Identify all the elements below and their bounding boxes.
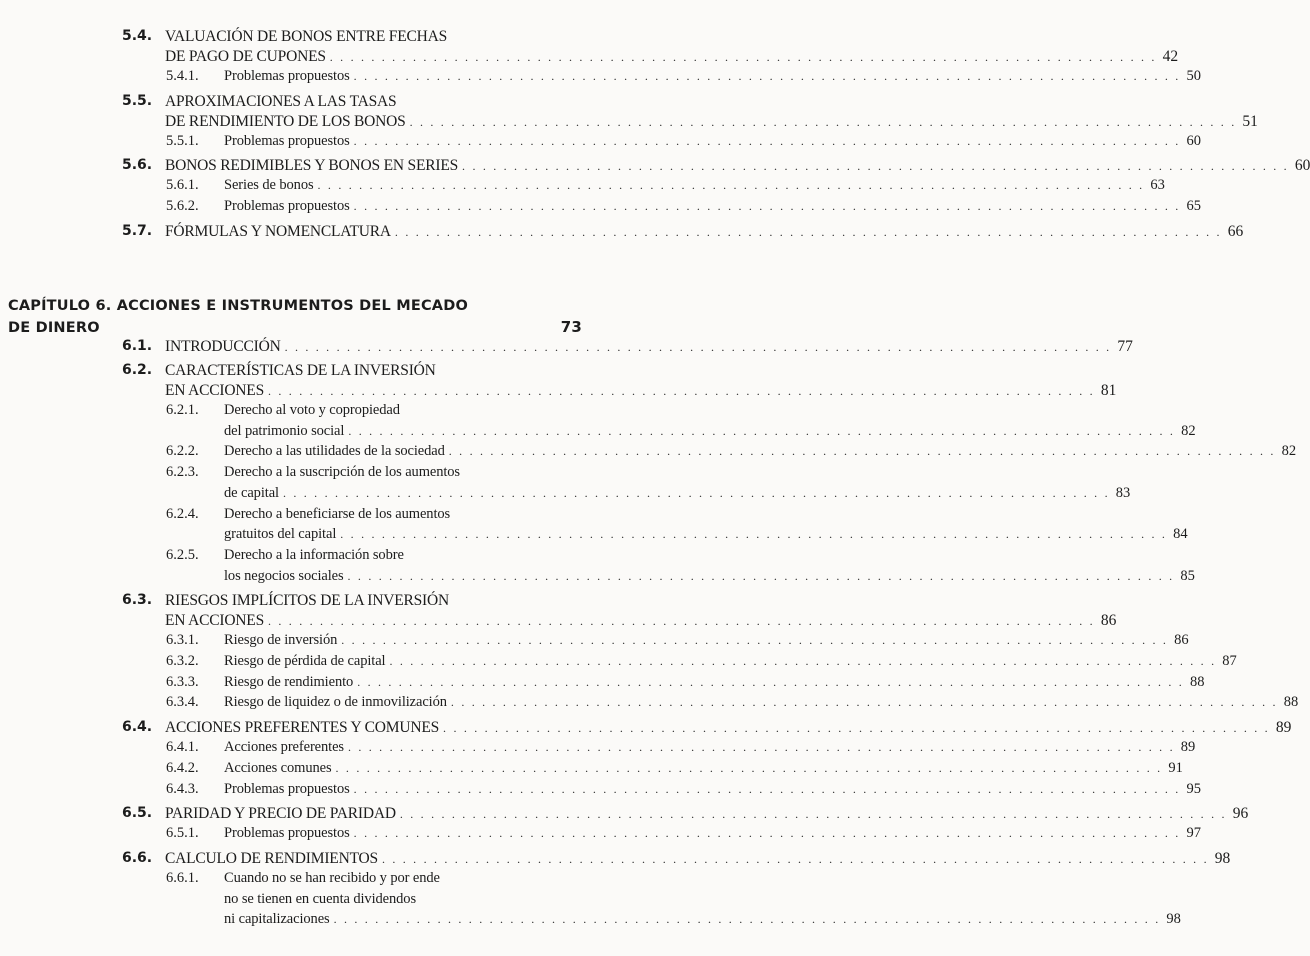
section-number: 5.5.: [122, 92, 153, 109]
section-line[interactable]: [122, 92, 582, 111]
subsection-number: 6.3.4.: [166, 694, 199, 711]
dot-leader: . . . . . . . . . . . . . . . . . . . . . . . . . . . . . . . . . . . . . . . . . . . . . . . . . . . . . . . . . . . . . . . . . . . . . . . . . . . . . . . .: [353, 69, 1181, 83]
subsection-number: 6.2.5.: [166, 546, 199, 563]
subsection-number: 6.4.3.: [166, 780, 199, 797]
subsection-line[interactable]: [166, 132, 1201, 150]
subsection-line[interactable]: [166, 694, 1299, 711]
subsection-line[interactable]: [166, 198, 1201, 215]
subsection-title: Problemas propuestos: [224, 780, 350, 797]
section-title: ACCIONES PREFERENTES Y COMUNES: [165, 719, 440, 737]
page-number: 51: [1242, 112, 1258, 130]
chapter-title: CAPÍTULO 6. ACCIONES E INSTRUMENTOS DEL MECADO: [8, 298, 468, 314]
section-line[interactable]: [122, 222, 1244, 241]
dot-leader: . . . . . . . . . . . . . . . . . . . . . . . . . . . . . . . . . . . . . . . . . . . . . . . . . . . . . . . . . . . . . . . . . . . . . . . . . . . . . . . .: [335, 760, 1163, 775]
section-title: APROXIMACIONES A LAS TASAS: [165, 92, 397, 110]
dot-leader: . . . . . . . . . . . . . . . . . . . . . . . . . . . . . . . . . . . . . . . . . . . . . . . . . . . . . . . . . . . . . . . . . . . . . . . . . . . . . . . .: [357, 674, 1184, 689]
subsection-number: 6.2.2.: [166, 443, 199, 460]
subsection-line[interactable]: [166, 402, 582, 419]
subsection-number: 5.6.1.: [166, 177, 199, 194]
subsection-line[interactable]: [224, 422, 1196, 440]
section-line[interactable]: [165, 382, 1117, 400]
section-title: FÓRMULAS Y NOMENCLATURA: [165, 222, 391, 240]
dot-leader: . . . . . . . . . . . . . . . . . . . . . . . . . . . . . . . . . . . . . . . . . . . . . . . . . . . . . . . . . . . . . . . . . . . . . . . . . . . . . . . .: [448, 444, 1276, 459]
subsection-number: 5.6.2.: [166, 198, 199, 215]
subsection-number: 6.3.1.: [166, 632, 199, 649]
subsection-title: Riesgo de liquidez o de inmovilización: [224, 694, 447, 711]
subsection-title: Cuando no se han recibido y por ende: [224, 869, 440, 886]
page-number: 98: [1166, 911, 1181, 928]
page-number: 89: [1275, 719, 1292, 737]
page-number: 81: [1100, 382, 1117, 399]
subsection-title: Problemas propuestos: [224, 132, 350, 149]
dot-leader: . . . . . . . . . . . . . . . . . . . . . . . . . . . . . . . . . . . . . . . . . . . . . . . . . . . . . . . . . . . . . . . . . . . . . . . . . . . . . . . .: [333, 912, 1161, 927]
section-title: DE RENDIMIENTO DE LOS BONOS: [165, 112, 406, 130]
dot-leader: . . . . . . . . . . . . . . . . . . . . . . . . . . . . . . . . . . . . . . . . . . . . . . . . . . . . . . . . . . . . . . . . . . . . . . . . . . . . . . . .: [268, 614, 1095, 629]
chapter-heading-line[interactable]: [8, 318, 582, 336]
section-line[interactable]: [122, 157, 1310, 175]
subsection-title: Problemas propuestos: [224, 68, 350, 84]
dot-leader: . . . . . . . . . . . . . . . . . . . . . . . . . . . . . . . . . . . . . . . . . . . . . . . . . . . . . . . . . . . . . . . . . . . . . . . . . . . . . . . .: [268, 384, 1095, 398]
subsection-number: 6.3.2.: [166, 653, 199, 669]
section-line[interactable]: [165, 48, 1179, 66]
dot-leader: . . . . . . . . . . . . . . . . . . . . . . . . . . . . . . . . . . . . . . . . . . . . . . . . . . . . . . . . . . . . . . . . . . . . . . . . . . . . . . . .: [462, 159, 1289, 174]
subsection-line[interactable]: [166, 443, 1297, 460]
section-line[interactable]: [165, 612, 1117, 630]
dot-leader: . . . . . . . . . . . . . . . . . . . . . . . . . . . . . . . . . . . . . . . . . . . . . . . . . . . . . . . . . . . . . . . . . . . . . . . . . . . . . . . .: [389, 654, 1217, 668]
section-number: 6.5.: [122, 805, 153, 822]
page-number: 65: [1186, 198, 1201, 215]
page-number: 63: [1150, 177, 1165, 194]
section-line[interactable]: [122, 805, 1249, 823]
subsection-title: del patrimonio social: [224, 422, 345, 439]
subsection-title: de capital: [224, 484, 279, 501]
section-title: EN ACCIONES: [165, 612, 264, 630]
dot-leader: . . . . . . . . . . . . . . . . . . . . . . . . . . . . . . . . . . . . . . . . . . . . . . . . . . . . . . . . . . . . . . . . . . . . . . . . . . . . . . . .: [450, 695, 1278, 710]
subsection-number: 6.2.1.: [166, 402, 199, 418]
dot-leader: . . . . . . . . . . . . . . . . . . . . . . . . . . . . . . . . . . . . . . . . . . . . . . . . . . . . . . . . . . . . . . . . . . . . . . . . . . . . . . . .: [443, 721, 1270, 736]
subsection-title: Series de bonos: [224, 177, 314, 194]
section-line[interactable]: [122, 592, 582, 610]
page-number: 86: [1174, 632, 1189, 649]
subsection-number: 6.4.1.: [166, 739, 199, 756]
page-number: 88: [1190, 673, 1205, 690]
subsection-line[interactable]: [166, 632, 1189, 649]
subsection-number: 6.2.4.: [166, 505, 199, 522]
section-line[interactable]: [122, 719, 1292, 737]
subsection-title: Riesgo de pérdida de capital: [224, 653, 386, 669]
section-line[interactable]: [122, 28, 582, 46]
section-number: 6.6.: [122, 849, 153, 866]
section-number: 5.4.: [122, 28, 153, 44]
subsection-title: los negocios sociales: [224, 567, 344, 584]
page-number: 42: [1162, 48, 1179, 65]
section-line[interactable]: [122, 849, 1231, 868]
dot-leader: . . . . . . . . . . . . . . . . . . . . . . . . . . . . . . . . . . . . . . . . . . . . . . . . . . . . . . . . . . . . . . . . . . . . . . . . . . . . . . . .: [340, 527, 1168, 542]
subsection-title: Acciones preferentes: [224, 739, 344, 756]
dot-leader: . . . . . . . . . . . . . . . . . . . . . . . . . . . . . . . . . . . . . . . . . . . . . . . . . . . . . . . . . . . . . . . . . . . . . . . . . . . . . . . .: [353, 826, 1181, 841]
subsection-title: gratuitos del capital: [224, 526, 337, 543]
dot-leader: . . . . . . . . . . . . . . . . . . . . . . . . . . . . . . . . . . . . . . . . . . . . . . . . . . . . . . . . . . . . . . . . . . . . . . . . . . . . . . . .: [347, 568, 1175, 583]
chapter-title: DE DINERO: [8, 320, 100, 336]
section-number: 6.3.: [122, 592, 153, 609]
dot-leader: . . . . . . . . . . . . . . . . . . . . . . . . . . . . . . . . . . . . . . . . . . . . . . . . . . . . . . . . . . . . . . . . . . . . . . . . . . . . . . . .: [317, 178, 1145, 193]
section-title: INTRODUCCIÓN: [165, 338, 281, 355]
page-number: 77: [1117, 338, 1133, 355]
subsection-title: ni capitalizaciones: [224, 911, 330, 928]
subsection-line[interactable]: [166, 825, 1201, 842]
subsection-title: Derecho a la información sobre: [224, 546, 404, 563]
subsection-line[interactable]: [166, 546, 582, 564]
page-number: 50: [1186, 68, 1201, 84]
page-number: 82: [1181, 422, 1196, 439]
dot-leader: . . . . . . . . . . . . . . . . . . . . . . . . . . . . . . . . . . . . . . . . . . . . . . . . . . . . . . . . . . . . . . . . . . . . . . . . . . . . . . . .: [353, 199, 1181, 214]
page-number: 82: [1281, 443, 1297, 460]
section-number: 5.6.: [122, 157, 153, 174]
subsection-title: Acciones comunes: [224, 759, 332, 776]
section-title: PARIDAD Y PRECIO DE PARIDAD: [165, 805, 396, 823]
subsection-number: 5.5.1.: [166, 132, 199, 149]
section-title: VALUACIÓN DE BONOS ENTRE FECHAS: [165, 28, 448, 45]
subsection-line[interactable]: [166, 177, 1165, 194]
section-title: CARACTERÍSTICAS DE LA INVERSIÓN: [165, 362, 436, 379]
page-number: 85: [1180, 567, 1195, 584]
section-number: 6.1.: [122, 338, 153, 354]
dot-leader: . . . . . . . . . . . . . . . . . . . . . . . . . . . . . . . . . . . . . . . . . . . . . . . . . . . . . . . . . . . . . . . . . . . . . . . . . . . . . . . .: [353, 133, 1181, 148]
page-number: 89: [1180, 739, 1196, 756]
section-number: 6.2.: [122, 362, 153, 378]
subsection-title: Derecho a beneficiarse de los aumentos: [224, 505, 451, 522]
page-number: 84: [1173, 526, 1188, 543]
subsection-title: Derecho al voto y copropiedad: [224, 402, 400, 418]
dot-leader: . . . . . . . . . . . . . . . . . . . . . . . . . . . . . . . . . . . . . . . . . . . . . . . . . . . . . . . . . . . . . . . . . . . . . . . . . . . . . . . .: [348, 423, 1176, 438]
dot-leader: . . . . . . . . . . . . . . . . . . . . . . . . . . . . . . . . . . . . . . . . . . . . . . . . . . . . . . . . . . . . . . . . . . . . . . . . . . . . . . . .: [394, 224, 1222, 239]
subsection-line[interactable]: [224, 911, 1181, 928]
section-title: DE PAGO DE CUPONES: [165, 48, 326, 65]
section-number: 6.4.: [122, 719, 153, 736]
subsection-title: Derecho a la suscripción de los aumentos: [224, 464, 460, 481]
subsection-line[interactable]: [166, 505, 582, 523]
subsection-line[interactable]: [166, 780, 1201, 798]
subsection-line[interactable]: [166, 653, 1237, 670]
page-number: 95: [1186, 780, 1201, 797]
section-number: 5.7.: [122, 222, 153, 239]
subsection-line[interactable]: [224, 567, 1195, 585]
page-number: 83: [1115, 484, 1131, 501]
subsection-line[interactable]: [166, 759, 1183, 777]
subsection-title: Riesgo de inversión: [224, 632, 338, 649]
section-line[interactable]: [122, 338, 1133, 356]
subsection-line[interactable]: [166, 869, 582, 887]
section-title: RIESGOS IMPLÍCITOS DE LA INVERSIÓN: [165, 592, 449, 610]
dot-leader: . . . . . . . . . . . . . . . . . . . . . . . . . . . . . . . . . . . . . . . . . . . . . . . . . . . . . . . . . . . . . . . . . . . . . . . . . . . . . . . .: [341, 633, 1169, 648]
page-number: 96: [1232, 805, 1249, 823]
subsection-line[interactable]: [166, 673, 1205, 691]
subsection-line[interactable]: [166, 464, 582, 481]
page-number: 66: [1227, 222, 1244, 240]
section-title: CALCULO DE RENDIMIENTOS: [165, 849, 378, 867]
dot-leader: . . . . . . . . . . . . . . . . . . . . . . . . . . . . . . . . . . . . . . . . . . . . . . . . . . . . . . . . . . . . . . . . . . . . . . . . . . . . . . . .: [353, 781, 1181, 796]
subsection-number: 6.6.1.: [166, 869, 199, 886]
subsection-title: Problemas propuestos: [224, 825, 350, 842]
chapter-heading-line[interactable]: [8, 298, 582, 314]
subsection-number: 6.2.3.: [166, 464, 199, 481]
dot-leader: . . . . . . . . . . . . . . . . . . . . . . . . . . . . . . . . . . . . . . . . . . . . . . . . . . . . . . . . . . . . . . . . . . . . . . . . . . . . . . . .: [399, 807, 1227, 822]
page-number: 60: [1186, 132, 1201, 149]
dot-leader: . . . . . . . . . . . . . . . . . . . . . . . . . . . . . . . . . . . . . . . . . . . . . . . . . . . . . . . . . . . . . . . . . . . . . . . . . . . . . . . .: [282, 485, 1110, 500]
subsection-number: 6.5.1.: [166, 825, 199, 842]
dot-leader: . . . . . . . . . . . . . . . . . . . . . . . . . . . . . . . . . . . . . . . . . . . . . . . . . . . . . . . . . . . . . . . . . . . . . . . . . . . . . . . .: [381, 851, 1209, 866]
page-number: 88: [1283, 694, 1299, 711]
section-title: BONOS REDIMIBLES Y BONOS EN SERIES: [165, 157, 459, 175]
subsection-line[interactable]: [166, 68, 1201, 85]
dot-leader: . . . . . . . . . . . . . . . . . . . . . . . . . . . . . . . . . . . . . . . . . . . . . . . . . . . . . . . . . . . . . . . . . . . . . . . . . . . . . . . .: [284, 340, 1112, 354]
subsection-line[interactable]: [224, 484, 1131, 502]
page-number: 91: [1168, 759, 1183, 776]
chapter-page-number: 73: [560, 318, 582, 336]
subsection-number: 5.4.1.: [166, 68, 199, 84]
subsection-title: Problemas propuestos: [224, 198, 350, 215]
subsection-number: 6.4.2.: [166, 759, 199, 776]
section-line[interactable]: [165, 112, 1258, 131]
subsection-line[interactable]: [224, 526, 1188, 543]
page-number: 60: [1294, 157, 1310, 175]
subsection-title: Riesgo de rendimiento: [224, 673, 354, 690]
page-number: 98: [1214, 849, 1231, 867]
page-number: 86: [1100, 612, 1117, 630]
subsection-line[interactable]: [166, 739, 1196, 756]
subsection-title: Derecho a las utilidades de la sociedad: [224, 443, 445, 460]
subsection-line[interactable]: [224, 891, 582, 908]
dot-leader: . . . . . . . . . . . . . . . . . . . . . . . . . . . . . . . . . . . . . . . . . . . . . . . . . . . . . . . . . . . . . . . . . . . . . . . . . . . . . . . .: [409, 114, 1237, 129]
page-number: 87: [1222, 653, 1237, 669]
subsection-number: 6.3.3.: [166, 673, 199, 690]
section-title: EN ACCIONES: [165, 382, 264, 399]
page-number: 97: [1186, 825, 1201, 842]
section-line[interactable]: [122, 362, 582, 380]
dot-leader: . . . . . . . . . . . . . . . . . . . . . . . . . . . . . . . . . . . . . . . . . . . . . . . . . . . . . . . . . . . . . . . . . . . . . . . . . . . . . . . .: [329, 50, 1157, 64]
dot-leader: . . . . . . . . . . . . . . . . . . . . . . . . . . . . . . . . . . . . . . . . . . . . . . . . . . . . . . . . . . . . . . . . . . . . . . . . . . . . . . . .: [347, 740, 1175, 755]
subsection-title: no se tienen en cuenta dividendos: [224, 890, 416, 907]
